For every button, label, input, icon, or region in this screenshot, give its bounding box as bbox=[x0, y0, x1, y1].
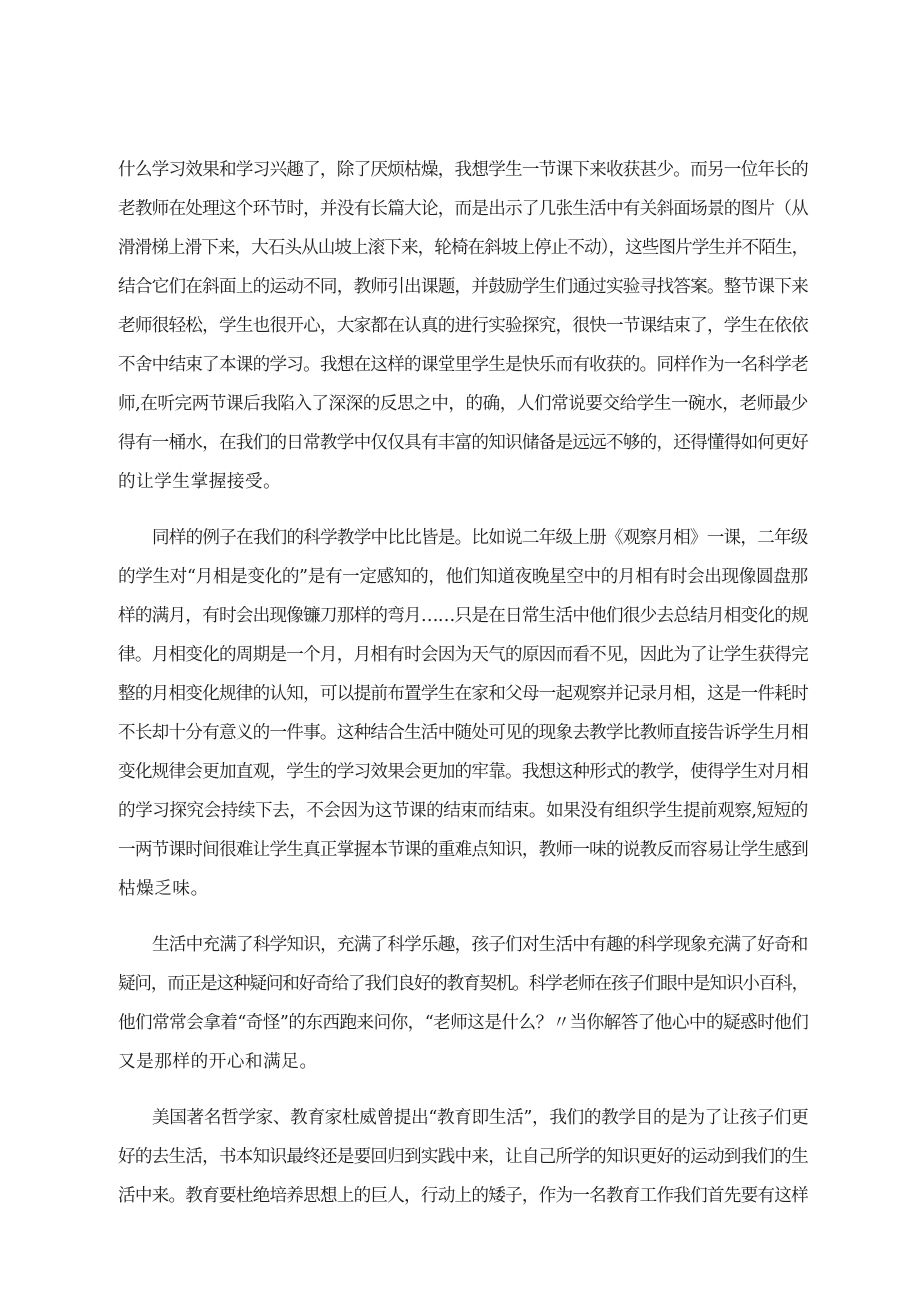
paragraph-3-line-1: 生活中充满了科学知识，充满了科学乐趣，孩子们对生活中有趣的科学现象充满了好奇和 bbox=[152, 935, 808, 955]
paragraph-1-line-4: 结合它们在斜面上的运动不同，教师引出课题，并鼓励学生们通过实验寻找答案。整节课下来 bbox=[118, 277, 808, 297]
paragraph-3-line-4: 又是那样的开心和满足。 bbox=[118, 1052, 318, 1072]
paragraph-1-line-1: 什么学习效果和学习兴趣了，除了厌烦枯燥，我想学生一节课下来收获甚少。而另一位年长的 bbox=[118, 160, 808, 180]
paragraph-2-line-5: 整的月相变化规律的认知，可以提前布置学生在家和父母一起观察并记录月相，这是一件耗时 bbox=[118, 684, 808, 704]
paragraph-2-line-4: 律。月相变化的周期是一个月，月相有时会因为天气的原因而看不见，因此为了让学生获得完 bbox=[118, 645, 808, 665]
paragraph-2-line-7: 变化规律会更加直观，学生的学习效果会更加的牢靠。我想这种形式的教学，使得学生对月相 bbox=[118, 762, 808, 782]
paragraph-1-line-3: 滑滑梯上滑下来，大石头从山坡上滚下来，轮椅在斜坡上停止不动），这些图片学生并不陌生， bbox=[118, 238, 809, 258]
paragraph-2-line-9: 一两节课时间很难让学生真正掌握本节课的重难点知识，教师一味的说教反而容易让学生感到 bbox=[118, 840, 808, 860]
paragraph-4-line-1: 美国著名哲学家、教育家杜威曾提出“教育即生活”，我们的教学目的是为了让孩子们更 bbox=[152, 1108, 809, 1128]
paragraph-2-line-6: 不长却十分有意义的一件事。这种结合生活中随处可见的现象去教学比教师直接告诉学生月相 bbox=[118, 723, 808, 743]
paragraph-4-line-3: 活中来。教育要杜绝培养思想上的巨人，行动上的矮子，作为一名教育工作我们首先要有这样 bbox=[118, 1186, 808, 1206]
paragraph-1-line-9: 的让学生掌握接受。 bbox=[118, 472, 282, 492]
paragraph-2-line-1: 同样的例子在我们的科学教学中比比皆是。比如说二年级上册《观察月相》一课，二年级 bbox=[152, 528, 808, 548]
paragraph-3-line-2: 疑问，而正是这种疑问和好奇给了我们良好的教育契机。科学老师在孩子们眼中是知识小百科， bbox=[118, 974, 809, 994]
paragraph-1-line-8: 得有一桶水，在我们的日常教学中仅仅具有丰富的知识储备是远远不够的，还得懂得如何更好 bbox=[118, 433, 808, 453]
paragraph-1-line-2: 老教师在处理这个环节时，并没有长篇大论，而是出示了几张生活中有关斜面场景的图片（从 bbox=[118, 199, 808, 219]
paragraph-2-line-8: 的学习探究会持续下去，不会因为这节课的结束而结束。如果没有组织学生提前观察,短短的 bbox=[118, 801, 808, 821]
paragraph-1-line-7: 师,在听完两节课后我陷入了深深的反思之中，的确，人们常说要交给学生一碗水，老师最少 bbox=[118, 394, 808, 414]
paragraph-1-line-6: 不舍中结束了本课的学习。我想在这样的课堂里学生是快乐而有收获的。同样作为一名科学老 bbox=[118, 355, 808, 375]
paragraph-2-line-2: 的学生对“月相是变化的”是有一定感知的，他们知道夜晚星空中的月相有时会出现像圆盘那 bbox=[118, 567, 808, 587]
paragraph-1-line-5: 老师很轻松，学生也很开心，大家都在认真的进行实验探究，很快一节课结束了，学生在依依 bbox=[118, 316, 808, 336]
paragraph-3-line-3: 他们常常会拿着“奇怪”的东西跑来问你，“老师这是什么？〃当你解答了他心中的疑惑时他们 bbox=[118, 1013, 809, 1033]
paragraph-2-line-10: 枯燥乏味。 bbox=[118, 879, 209, 899]
paragraph-2-line-3: 样的满月，有时会出现像镰刀那样的弯月……只是在日常生活中他们很少去总结月相变化的规 bbox=[118, 606, 808, 626]
paragraph-4-line-2: 好的去生活，书本知识最终还是要回归到实践中来，让自己所学的知识更好的运动到我们的生 bbox=[118, 1147, 808, 1167]
